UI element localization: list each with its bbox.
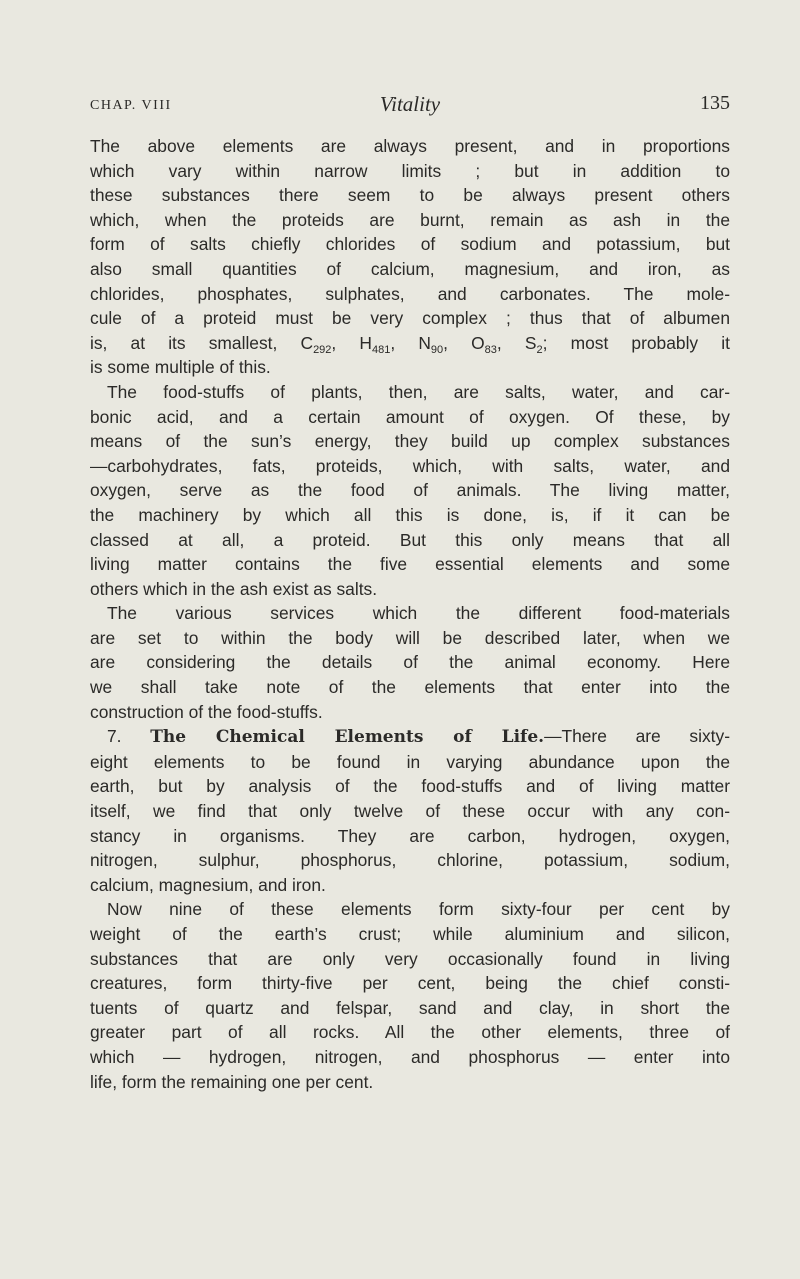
- formula-suffix: ; most probably it: [542, 332, 730, 353]
- paragraph: [90, 897, 730, 1094]
- text-line: —carbohydrates, fats, proteids, which, with salts, water, and: [90, 455, 730, 476]
- albumen-formula-line: is, at its smallest, $C_{292}$, $H_{481}$, $N_{90}$, $O_{83}$, $S_2$; most probably it: [90, 332, 730, 356]
- paragraph: [90, 601, 730, 724]
- text-line: also small quantities of calcium, magnesium, and iron, as: [90, 258, 730, 279]
- text-line: means of the sun’s energy, they build up complex substances: [90, 431, 730, 452]
- running-head: [90, 92, 730, 122]
- text-line: itself, we find that only twelve of these occur with any con-: [90, 801, 730, 822]
- text-line: is some multiple of this.: [90, 357, 271, 378]
- text-line: life, form the remaining one per cent.: [90, 1071, 374, 1092]
- section-heading-line: [90, 724, 730, 750]
- text-line: earth, but by analysis of the food-stuffs and of living matter: [90, 776, 730, 797]
- chapter-label: CHAP. VIII: [90, 98, 172, 113]
- text-line: The various services which the different food-materials: [107, 603, 730, 624]
- text-line: which vary within narrow limits ; but in addition to: [90, 160, 730, 181]
- paragraph: [90, 380, 730, 601]
- section-heading: The Chemical Elements of Life.: [150, 727, 545, 748]
- text-line: greater part of all rocks. All the other elements, three of: [90, 1022, 730, 1043]
- text-line: living matter contains the five essential elements and some: [90, 554, 730, 575]
- formula-hydrogen: $H_{481}$: [359, 332, 391, 356]
- section-number: 7.: [107, 726, 122, 747]
- text-line: others which in the ash exist as salts.: [90, 578, 378, 599]
- text-line: oxygen, serve as the food of animals. The living matter,: [90, 480, 730, 501]
- text-line: The food-stuffs of plants, then, are salts, water, and car-: [107, 381, 730, 402]
- body-text: [90, 134, 730, 1094]
- text-line: tuents of quartz and felspar, sand and clay, in short the: [90, 997, 730, 1018]
- formula-oxygen: $O_{83}$: [471, 332, 497, 356]
- formula-carbon: $C_{292}$: [300, 332, 332, 356]
- section-heading-continuation: —There are sixty-: [544, 726, 730, 747]
- text-line: cule of a proteid must be very complex ; thus that of albumen: [90, 308, 730, 329]
- text-line: construction of the food-stuffs.: [90, 701, 323, 722]
- text-line: we shall take note of the elements that enter into the: [90, 677, 730, 698]
- formula-prefix: is, at its smallest,: [90, 332, 301, 353]
- text-line: these substances there seem to be always present others: [90, 185, 730, 206]
- text-line: are considering the details of the animal economy. Here: [90, 652, 730, 673]
- page-number: 135: [700, 92, 730, 114]
- text-line: nitrogen, sulphur, phosphorus, chlorine, potassium, sodium,: [90, 850, 730, 871]
- formula-sulphur: $S_2$: [524, 332, 543, 356]
- text-line: the machinery by which all this is done, is, if it can be: [90, 504, 730, 525]
- text-line: Now nine of these elements form sixty-four per cent by: [107, 899, 730, 920]
- text-line: form of salts chiefly chlorides of sodium and potassium, but: [90, 234, 730, 255]
- text-line: stancy in organisms. They are carbon, hydrogen, oxygen,: [90, 825, 730, 846]
- text-line: The above elements are always present, and in proportions: [90, 136, 730, 156]
- text-line: classed at all, a proteid. But this only means that all: [90, 529, 730, 550]
- text-line: which — hydrogen, nitrogen, and phosphorus — enter into: [90, 1046, 730, 1067]
- text-line: are set to within the body will be described later, when we: [90, 627, 730, 648]
- formula-nitrogen: $N_{90}$: [418, 332, 444, 356]
- text-line: calcium, magnesium, and iron.: [90, 874, 326, 895]
- text-line: creatures, form thirty-five per cent, being the chief consti-: [90, 973, 730, 994]
- text-line: chlorides, phosphates, sulphates, and carbonates. The mole-: [90, 283, 730, 304]
- text-line: bonic acid, and a certain amount of oxygen. Of these, by: [90, 406, 730, 427]
- text-line: which, when the proteids are burnt, remain as ash in the: [90, 209, 730, 230]
- paragraph: [90, 134, 730, 380]
- text-line: weight of the earth’s crust; while aluminium and silicon,: [90, 924, 730, 944]
- text-line: eight elements to be found in varying abundance upon the: [90, 751, 730, 772]
- running-title: Vitality: [379, 92, 441, 116]
- text-line: substances that are only very occasionally found in living: [90, 948, 730, 969]
- section-paragraph: [90, 724, 730, 897]
